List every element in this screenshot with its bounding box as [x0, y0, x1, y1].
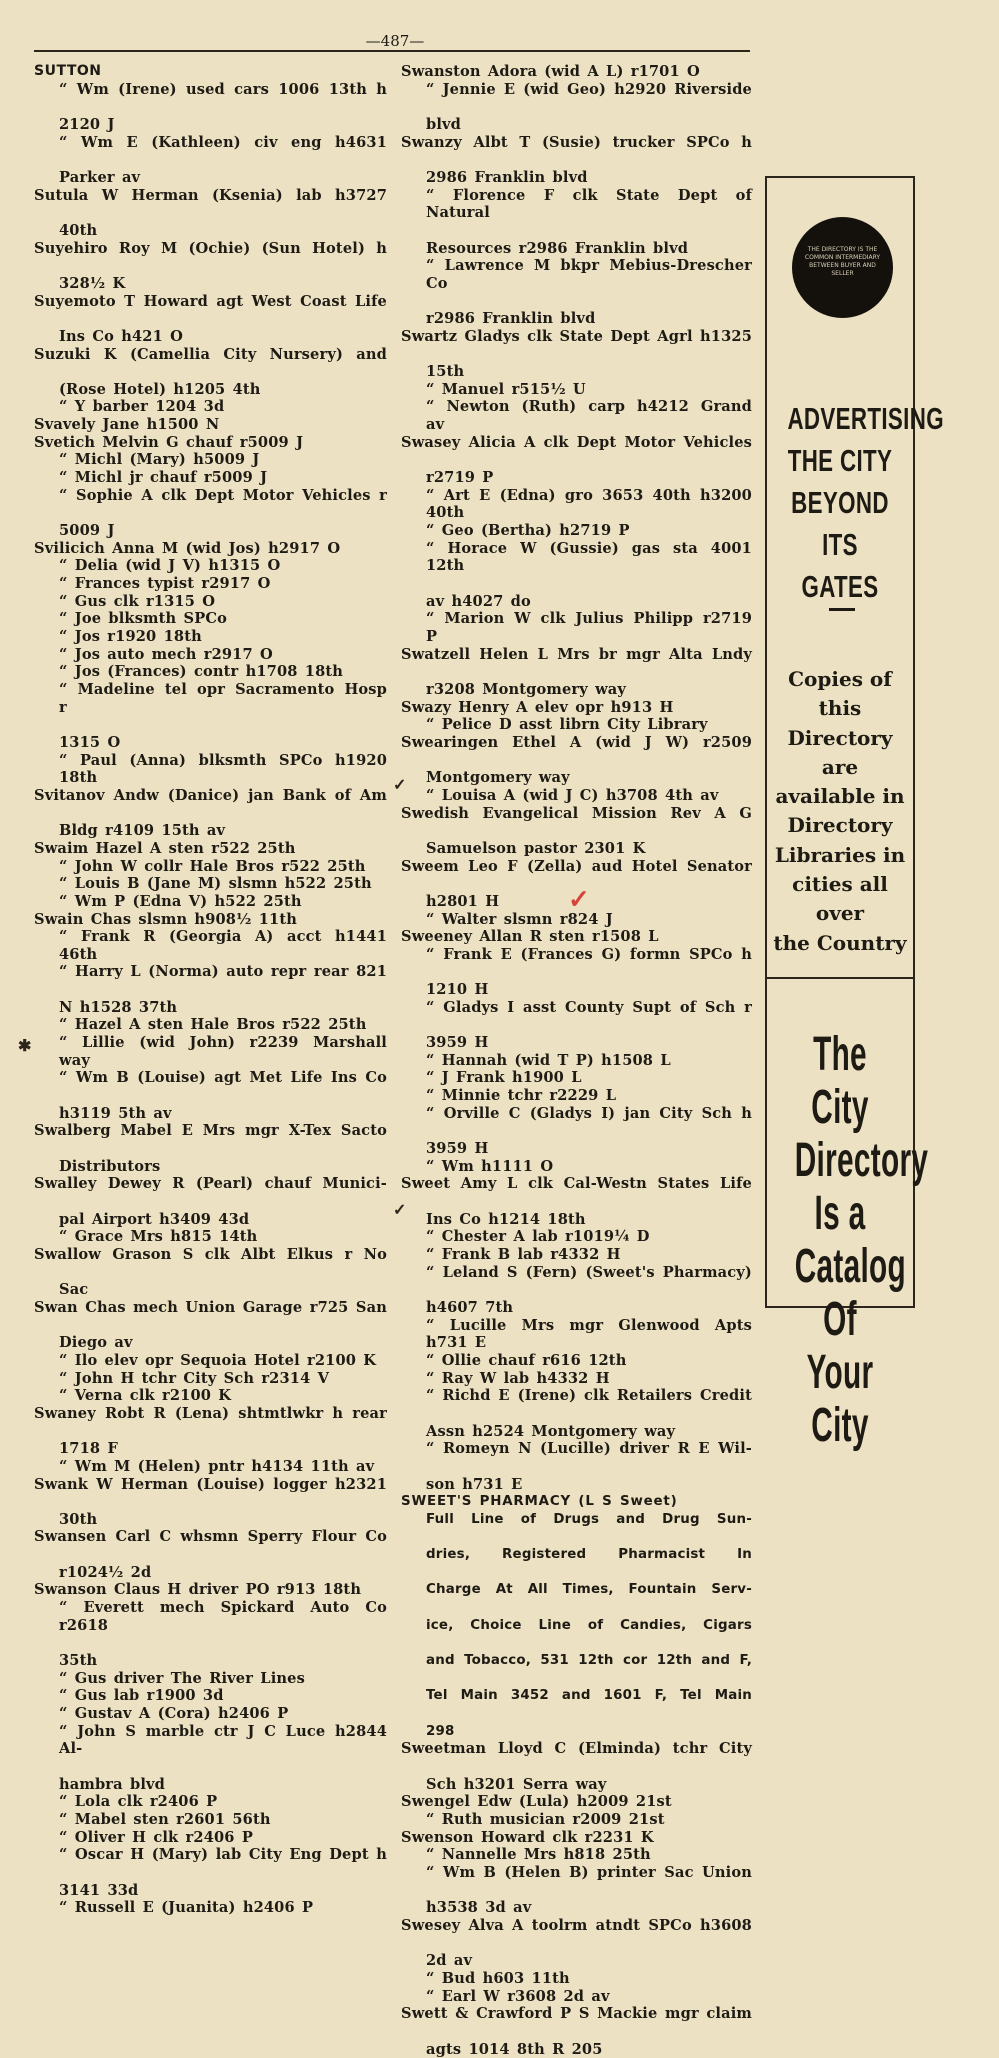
directory-line: Swaim Hazel A sten r522 25th [34, 840, 387, 858]
directory-line: “ Louisa A (wid J C) h3708 4th av [401, 787, 752, 805]
directory-line: Suyehiro Roy M (Ochie) (Sun Hotel) h [34, 240, 387, 275]
directory-line: Svavely Jane h1500 N [34, 416, 387, 434]
directory-line: Suzuki K (Camellia City Nursery) and [34, 346, 387, 381]
directory-line: Swansen Carl C whsmn Sperry Flour Co [34, 1528, 387, 1563]
directory-line: Sweetman Lloyd C (Elminda) tchr City [401, 1740, 752, 1775]
directory-line: Samuelson pastor 2301 K [401, 840, 752, 858]
ad-copies-line: Directory are [767, 724, 913, 783]
directory-line: Svitanov Andw (Danice) jan Bank of Am [34, 787, 387, 822]
directory-line: “ Romeyn N (Lucille) driver R E Wil- [401, 1440, 752, 1475]
ad-copies-line: available in [767, 782, 913, 811]
directory-line: “ Minnie tchr r2229 L [401, 1087, 752, 1105]
pharmacy-description [401, 1511, 752, 1741]
directory-line: “ Lillie (wid John) r2239 Marshall way [34, 1034, 387, 1069]
directory-line: Swan Chas mech Union Garage r725 San [34, 1299, 387, 1334]
directory-line: agts 1014 8th R 205 [401, 2041, 752, 2058]
ad-copies-line: this [767, 694, 913, 723]
directory-line: Bldg r4109 15th av [34, 822, 387, 840]
directory-line: “ Gustav A (Cora) h2406 P [34, 1705, 387, 1723]
directory-line: “ Newton (Ruth) carp h4212 Grand av [401, 398, 752, 433]
directory-line: “ Frances typist r2917 O [34, 575, 387, 593]
ad-slogan-line: The City [795, 1028, 886, 1134]
directory-line: Swanzy Albt T (Susie) trucker SPCo h [401, 134, 752, 169]
directory-line: Swartz Gladys clk State Dept Agrl h1325 [401, 328, 752, 363]
directory-line: “ Joe blksmth SPCo [34, 610, 387, 628]
section-heading: SUTTON [34, 63, 387, 81]
ad-rule [767, 977, 913, 979]
directory-line: “ Hannah (wid T P) h1508 L [401, 1052, 752, 1070]
pharmacy-line: Full Line of Drugs and Drug Sun- [426, 1511, 752, 1546]
directory-line: Diego av [34, 1334, 387, 1352]
directory-line: Sch h3201 Serra way [401, 1776, 752, 1794]
directory-line: “ Walter slsmn r824 J [401, 911, 752, 929]
middle-column-entries-b [401, 1740, 752, 2058]
directory-line: Swatzell Helen L Mrs br mgr Alta Lndy [401, 646, 752, 681]
ad-copies-line: Copies of [767, 665, 913, 694]
directory-line: “ Jennie E (wid Geo) h2920 Riverside [401, 81, 752, 116]
directory-line: “ Gladys I asst County Supt of Sch r [401, 999, 752, 1034]
directory-line: Svilicich Anna M (wid Jos) h2917 O [34, 540, 387, 558]
directory-line: “ Louis B (Jane M) slsmn h522 25th [34, 875, 387, 893]
ad-divider [829, 608, 855, 611]
pharmacy-line: dries, Registered Pharmacist In [426, 1546, 752, 1581]
directory-line: “ Orville C (Gladys I) jan City Sch h [401, 1105, 752, 1140]
directory-line: “ Oscar H (Mary) lab City Eng Dept h [34, 1846, 387, 1881]
directory-line: Assn h2524 Montgomery way [401, 1423, 752, 1441]
directory-line: 328½ K [34, 275, 387, 293]
directory-line: “ Russell E (Juanita) h2406 P [34, 1899, 387, 1917]
directory-line: “ Richd E (Irene) clk Retailers Credit [401, 1387, 752, 1422]
ad-copies-line: over [767, 899, 913, 928]
directory-line: “ Jos auto mech r2917 O [34, 646, 387, 664]
directory-line: Swengel Edw (Lula) h2009 21st [401, 1793, 752, 1811]
directory-line: “ Nannelle Mrs h818 25th [401, 1846, 752, 1864]
directory-line: Sac [34, 1281, 387, 1299]
directory-line: Swalley Dewey R (Pearl) chauf Munici- [34, 1175, 387, 1210]
pharmacy-line: 298 [426, 1723, 752, 1741]
advertisement-panel [765, 176, 915, 1308]
directory-line: 1718 F [34, 1440, 387, 1458]
directory-line: Ins Co h1214 18th [401, 1211, 752, 1229]
margin-mark: ✱ [18, 1036, 31, 1055]
pharmacy-line: and Tobacco, 531 12th cor 12th and F, [426, 1652, 752, 1687]
directory-line: “ John H tchr City Sch r2314 V [34, 1370, 387, 1388]
directory-line: “ Harry L (Norma) auto repr rear 821 [34, 963, 387, 998]
pharmacy-line: ice, Choice Line of Candies, Cigars [426, 1617, 752, 1652]
pharmacy-line: Tel Main 3452 and 1601 F, Tel Main [426, 1687, 752, 1722]
directory-line: Sweeney Allan R sten r1508 L [401, 928, 752, 946]
ad-slogan-line: Is a [795, 1187, 886, 1240]
ad-copies-line: Libraries in [767, 841, 913, 870]
directory-line: Swasey Alicia A clk Dept Motor Vehicles [401, 434, 752, 469]
directory-line: 2d av [401, 1952, 752, 1970]
ad-copies-line: the Country [767, 929, 913, 958]
directory-line: N h1528 37th [34, 999, 387, 1017]
directory-line: (Rose Hotel) h1205 4th [34, 381, 387, 399]
left-column [34, 63, 387, 1917]
directory-line: Ins Co h421 O [34, 328, 387, 346]
directory-line: “ Wm B (Helen B) printer Sac Union [401, 1864, 752, 1899]
directory-line: “ Hazel A sten Hale Bros r522 25th [34, 1016, 387, 1034]
ad-headline-line: BEYOND [787, 482, 892, 524]
directory-line: Resources r2986 Franklin blvd [401, 240, 752, 258]
directory-line: Suyemoto T Howard agt West Coast Life [34, 293, 387, 328]
directory-line: son h731 E [401, 1476, 752, 1494]
directory-line: Swazy Henry A elev opr h913 H [401, 699, 752, 717]
directory-line: Swanson Claus H driver PO r913 18th [34, 1581, 387, 1599]
ad-copies-line: Directory [767, 811, 913, 840]
directory-line: “ Wm B (Louise) agt Met Life Ins Co [34, 1069, 387, 1104]
middle-column [401, 63, 752, 2058]
directory-line: Swedish Evangelical Mission Rev A G [401, 805, 752, 840]
ad-copies-line: cities all [767, 870, 913, 899]
directory-line: “ Earl W r3608 2d av [401, 1988, 752, 2006]
directory-line: “ Mabel sten r2601 56th [34, 1811, 387, 1829]
directory-line: 40th [34, 222, 387, 240]
directory-line: “ Ollie chauf r616 12th [401, 1352, 752, 1370]
directory-line: “ Wm M (Helen) pntr h4134 11th av [34, 1458, 387, 1476]
directory-line: 3959 H [401, 1034, 752, 1052]
header-rule [34, 50, 750, 52]
ad-slogan-line: Directory [795, 1134, 886, 1187]
directory-line: “ Everett mech Spickard Auto Co r2618 [34, 1599, 387, 1652]
directory-line: “ Leland S (Fern) (Sweet's Pharmacy) [401, 1264, 752, 1299]
directory-line: 3959 H [401, 1140, 752, 1158]
directory-line: Swallow Grason S clk Albt Elkus r No [34, 1246, 387, 1281]
margin-mark: ✓ [393, 775, 406, 794]
directory-line: “ Y barber 1204 3d [34, 398, 387, 416]
directory-line: “ Lawrence M bkpr Mebius-Drescher Co [401, 257, 752, 310]
directory-line: Sweem Leo F (Zella) aud Hotel Senator [401, 858, 752, 893]
directory-line: 15th [401, 363, 752, 381]
directory-line: “ Marion W clk Julius Philipp r2719 P [401, 610, 752, 645]
ad-headline [787, 398, 892, 608]
directory-line: Swearingen Ethel A (wid J W) r2509 [401, 734, 752, 769]
ad-slogan [795, 1028, 886, 1452]
directory-line: “ Michl jr chauf r5009 J [34, 469, 387, 487]
directory-line: Montgomery way [401, 769, 752, 787]
directory-line: 30th [34, 1511, 387, 1529]
red-checkmark-icon: ✓ [568, 885, 590, 915]
directory-line: “ Michl (Mary) h5009 J [34, 451, 387, 469]
directory-line: Swett & Crawford P S Mackie mgr claim [401, 2005, 752, 2040]
directory-line: “ Grace Mrs h815 14th [34, 1228, 387, 1246]
directory-line: “ Jos (Frances) contr h1708 18th [34, 663, 387, 681]
directory-line: “ Manuel r515½ U [401, 381, 752, 399]
directory-line: Swain Chas slsmn h908½ 11th [34, 911, 387, 929]
directory-line: h3119 5th av [34, 1105, 387, 1123]
directory-line: “ Ruth musician r2009 21st [401, 1811, 752, 1829]
ad-headline-line: THE CITY [787, 440, 892, 482]
directory-line: Swanston Adora (wid A L) r1701 O [401, 63, 752, 81]
directory-line: “ Horace W (Gussie) gas sta 4001 12th [401, 540, 752, 593]
directory-line: “ John S marble ctr J C Luce h2844 Al- [34, 1723, 387, 1776]
directory-line: “ Wm E (Kathleen) civ eng h4631 [34, 134, 387, 169]
pharmacy-name: SWEET'S PHARMACY (L S Sweet) [401, 1493, 752, 1511]
directory-line: “ Gus driver The River Lines [34, 1670, 387, 1688]
directory-line: 1210 H [401, 981, 752, 999]
directory-line: “ Wm h1111 O [401, 1158, 752, 1176]
directory-line: Distributors [34, 1158, 387, 1176]
directory-line: “ Lola clk r2406 P [34, 1793, 387, 1811]
seal-text: THE DIRECTORY IS THE COMMON INTERMEDIARY BETWEEN BUYER AND SELLER [803, 246, 882, 278]
directory-line: r1024½ 2d [34, 1564, 387, 1582]
directory-line: h2801 H [401, 893, 752, 911]
directory-line: Swank W Herman (Louise) logger h2321 [34, 1476, 387, 1511]
directory-line: av h4027 do [401, 593, 752, 611]
directory-line: Swesey Alva A toolrm atndt SPCo h3608 [401, 1917, 752, 1952]
directory-line: 2986 Franklin blvd [401, 169, 752, 187]
directory-line: Svetich Melvin G chauf r5009 J [34, 434, 387, 452]
directory-line: Swaney Robt R (Lena) shtmtlwkr h rear [34, 1405, 387, 1440]
directory-line: “ Chester A lab r1019¼ D [401, 1228, 752, 1246]
directory-line: “ John W collr Hale Bros r522 25th [34, 858, 387, 876]
ad-headline-line: ADVERTISING [787, 398, 892, 440]
directory-line: “ Verna clk r2100 K [34, 1387, 387, 1405]
directory-seal-icon [795, 220, 890, 315]
directory-line: “ Frank R (Georgia A) acct h1441 46th [34, 928, 387, 963]
directory-line: r3208 Montgomery way [401, 681, 752, 699]
directory-line: “ Paul (Anna) blksmth SPCo h1920 18th [34, 752, 387, 787]
directory-line: blvd [401, 116, 752, 134]
directory-line: “ Sophie A clk Dept Motor Vehicles r [34, 487, 387, 522]
directory-line: “ Ilo elev opr Sequoia Hotel r2100 K [34, 1352, 387, 1370]
middle-column-entries-a [401, 63, 752, 1493]
directory-line: “ Lucille Mrs mgr Glenwood Apts h731 E [401, 1317, 752, 1352]
directory-line: pal Airport h3409 43d [34, 1211, 387, 1229]
directory-line: r2719 P [401, 469, 752, 487]
directory-line: hambra blvd [34, 1776, 387, 1794]
ad-slogan-line: Catalog Of [795, 1240, 886, 1346]
pharmacy-listing [401, 1493, 752, 1740]
directory-line: “ Wm P (Edna V) h522 25th [34, 893, 387, 911]
directory-line: “ J Frank h1900 L [401, 1069, 752, 1087]
directory-line: “ Jos r1920 18th [34, 628, 387, 646]
directory-line: 35th [34, 1652, 387, 1670]
directory-line: “ Delia (wid J V) h1315 O [34, 557, 387, 575]
directory-line: Swalberg Mabel E Mrs mgr X-Tex Sacto [34, 1122, 387, 1157]
pharmacy-line: Charge At All Times, Fountain Serv- [426, 1581, 752, 1616]
directory-line: 5009 J [34, 522, 387, 540]
ad-copies-text [767, 665, 913, 958]
directory-line: Sutula W Herman (Ksenia) lab h3727 [34, 187, 387, 222]
page-number: —487— [0, 32, 790, 50]
directory-line: 1315 O [34, 734, 387, 752]
directory-line: Swenson Howard clk r2231 K [401, 1829, 752, 1847]
directory-line: “ Madeline tel opr Sacramento Hosp r [34, 681, 387, 734]
directory-line: “ Wm (Irene) used cars 1006 13th h [34, 81, 387, 116]
directory-line: “ Gus lab r1900 3d [34, 1687, 387, 1705]
directory-line: “ Gus clk r1315 O [34, 593, 387, 611]
directory-line: Sweet Amy L clk Cal-Westn States Life [401, 1175, 752, 1210]
ad-slogan-line: Your City [795, 1346, 886, 1452]
directory-line: h4607 7th [401, 1299, 752, 1317]
directory-line: “ Bud h603 11th [401, 1970, 752, 1988]
directory-line: “ Pelice D asst librn City Library [401, 716, 752, 734]
directory-line: 3141 33d [34, 1882, 387, 1900]
directory-line: r2986 Franklin blvd [401, 310, 752, 328]
directory-line: 2120 J [34, 116, 387, 134]
directory-line: “ Frank B lab r4332 H [401, 1246, 752, 1264]
directory-line: “ Art E (Edna) gro 3653 40th h3200 40th [401, 487, 752, 522]
directory-line: “ Oliver H clk r2406 P [34, 1829, 387, 1847]
directory-line: h3538 3d av [401, 1899, 752, 1917]
directory-line: “ Geo (Bertha) h2719 P [401, 522, 752, 540]
directory-line: “ Ray W lab h4332 H [401, 1370, 752, 1388]
margin-mark: ✓ [393, 1200, 406, 1219]
ad-headline-line: ITS GATES [787, 524, 892, 608]
directory-line: Parker av [34, 169, 387, 187]
directory-line: “ Frank E (Frances G) formn SPCo h [401, 946, 752, 981]
directory-line: “ Florence F clk State Dept of Natural [401, 187, 752, 240]
